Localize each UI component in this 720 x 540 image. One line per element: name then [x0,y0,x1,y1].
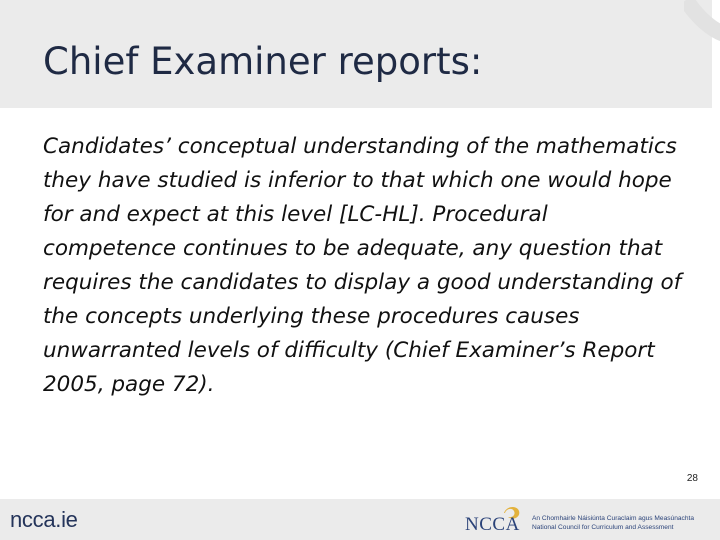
footer-band [0,499,720,540]
ncca-english-name: National Council for Curriculum and Assessment [532,524,674,531]
corner-arc-decoration [684,0,720,46]
ncca-wordmark: NCCA [465,514,520,535]
footer-site-link[interactable]: ncca.ie [10,507,78,532]
slide-body-quote: Candidates’ conceptual understanding of the mathematics they have studied is inferior to that which one would hope for and expect at this level [LC-HL]. Procedural competence continues to be adequate, any question that requires the candidates to display a good understanding of the concepts underlying these procedures causes unwarranted levels of difficulty (Chief Examiner’s Report 2005, page 72). [43,134,682,397]
page-number: 28 [686,473,698,484]
ncca-irish-name: An Chomhairle Náisiúnta Curaclaim agus Measúnachta [532,515,694,522]
slide-title: Chief Examiner reports: [43,40,483,83]
title-band [0,0,712,108]
ncca-logo [464,503,714,537]
